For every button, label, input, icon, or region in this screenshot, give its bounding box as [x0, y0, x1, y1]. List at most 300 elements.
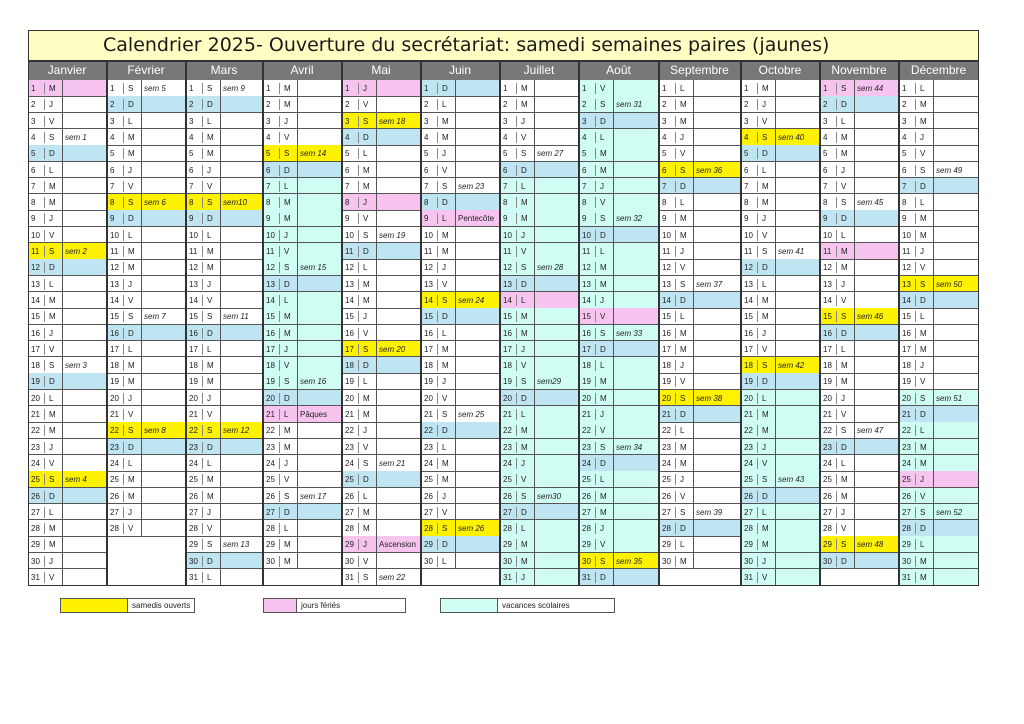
note-cell: [456, 96, 500, 113]
day-cell: [28, 520, 63, 537]
day-cell: [659, 357, 694, 374]
day-number: 23: [582, 442, 591, 452]
cell-divider: [279, 344, 280, 355]
weekday-letter: J: [680, 132, 684, 142]
weekday-letter: L: [284, 181, 289, 191]
weekday-letter: J: [207, 393, 211, 403]
cell-divider: [279, 556, 280, 567]
weekday-letter: V: [49, 344, 55, 354]
day-cell: [579, 488, 614, 505]
note-cell: [63, 406, 107, 423]
weekday-letter: D: [680, 524, 686, 534]
day-number: 26: [345, 491, 354, 501]
day-cell: [342, 569, 377, 586]
day-number: 30: [503, 556, 512, 566]
cell-divider: [915, 491, 916, 502]
cell-divider: [757, 148, 758, 159]
week-label: sem 44: [855, 80, 899, 97]
day-number: 20: [266, 393, 275, 403]
cell-divider: [44, 360, 45, 371]
cell-divider: [915, 507, 916, 518]
day-number: 24: [266, 458, 275, 468]
day-number: 22: [503, 426, 512, 436]
note-cell: [221, 210, 263, 227]
day-number: 26: [902, 491, 911, 501]
cell-divider: [202, 425, 203, 436]
weekday-letter: S: [128, 312, 134, 322]
day-cell: [263, 129, 298, 146]
note-cell: [456, 162, 500, 179]
day-number: 14: [902, 295, 911, 305]
cell-divider: [757, 572, 758, 583]
weekday-letter: J: [920, 475, 924, 485]
cell-divider: [915, 295, 916, 306]
day-number: 5: [424, 149, 429, 159]
legend-label: jours fériés: [297, 598, 406, 613]
weekday-letter: M: [680, 116, 687, 126]
day-number: 16: [902, 328, 911, 338]
weekday-letter: L: [128, 230, 133, 240]
weekday-letter: M: [680, 344, 687, 354]
week-label: sem 13: [221, 536, 263, 553]
note-cell: [614, 292, 659, 309]
weekday-letter: L: [207, 458, 212, 468]
cell-divider: [836, 230, 837, 241]
weekday-letter: S: [363, 458, 369, 468]
weekday-letter: V: [442, 507, 448, 517]
weekday-letter: L: [600, 475, 605, 485]
note-cell: [221, 145, 263, 162]
day-number: 19: [266, 377, 275, 387]
note-cell: [63, 96, 107, 113]
cell-divider: [437, 165, 438, 176]
cell-divider: [915, 328, 916, 339]
note-cell: [298, 227, 342, 244]
note-cell: [63, 520, 107, 537]
cell-divider: [757, 442, 758, 453]
weekday-letter: J: [363, 84, 367, 93]
day-cell: [659, 455, 694, 472]
weekday-letter: D: [680, 181, 686, 191]
cell-divider: [358, 360, 359, 371]
weekday-letter: V: [920, 263, 926, 273]
day-number: 24: [345, 458, 354, 468]
week-label: sem 4: [63, 471, 107, 488]
note-cell: [934, 96, 979, 113]
day-cell: [107, 439, 142, 456]
note-cell: [63, 162, 107, 179]
weekday-letter: D: [128, 214, 134, 224]
note-cell: [221, 373, 263, 390]
note-cell: [142, 178, 186, 195]
weekday-letter: J: [762, 214, 766, 224]
note-cell: [142, 259, 186, 276]
day-number: 24: [424, 458, 433, 468]
note-cell: [535, 504, 579, 521]
note-cell: [934, 439, 979, 456]
day-number: 20: [31, 393, 40, 403]
weekday-letter: D: [600, 344, 606, 354]
weekday-letter: S: [600, 214, 606, 224]
weekday-letter: S: [762, 247, 768, 256]
weekday-letter: J: [207, 507, 211, 517]
weekday-letter: L: [207, 573, 212, 582]
day-cell: [263, 178, 298, 195]
weekday-letter: D: [920, 524, 926, 534]
day-cell: [741, 243, 776, 260]
day-cell: [28, 178, 63, 195]
weekday-letter: M: [762, 426, 769, 436]
weekday-letter: V: [49, 116, 55, 126]
cell-divider: [516, 246, 517, 257]
week-label: sem 27: [535, 145, 579, 162]
note-cell: [377, 162, 421, 179]
weekday-letter: S: [442, 181, 448, 191]
note-cell: [694, 243, 741, 260]
day-number: 11: [503, 247, 512, 256]
weekday-letter: L: [442, 556, 447, 566]
day-number: 15: [503, 312, 512, 322]
day-cell: [186, 243, 221, 260]
cell-divider: [123, 279, 124, 290]
weekday-letter: M: [762, 181, 769, 191]
weekday-letter: D: [841, 100, 847, 110]
note-cell: [298, 536, 342, 553]
week-label: sem 20: [377, 341, 421, 358]
day-cell: [421, 341, 456, 358]
weekday-letter: S: [841, 198, 847, 208]
day-cell: [421, 292, 456, 309]
day-cell: [421, 390, 456, 407]
cell-divider: [202, 360, 203, 371]
weekday-letter: L: [762, 393, 767, 403]
day-cell: [421, 536, 456, 553]
note-cell: [855, 129, 899, 146]
day-number: 13: [823, 279, 832, 289]
cell-divider: [915, 442, 916, 453]
day-cell: [899, 259, 934, 276]
day-cell: [107, 292, 142, 309]
day-number: 13: [744, 279, 753, 289]
note-cell: [298, 96, 342, 113]
day-cell: [107, 259, 142, 276]
note-cell: [377, 210, 421, 227]
day-cell: [579, 406, 614, 423]
day-cell: [342, 227, 377, 244]
week-label: sem 50: [934, 276, 979, 293]
cell-divider: [675, 507, 676, 518]
day-cell: [899, 113, 934, 130]
day-number: 28: [503, 524, 512, 534]
day-number: 27: [424, 507, 433, 517]
day-cell: [263, 80, 298, 97]
day-cell: [899, 439, 934, 456]
cell-divider: [437, 262, 438, 273]
cell-divider: [279, 393, 280, 404]
note-cell: [776, 162, 820, 179]
legend-label: vacances scolaires: [498, 598, 615, 613]
note-cell: [221, 292, 263, 309]
cell-divider: [836, 311, 837, 322]
weekday-letter: V: [284, 475, 290, 485]
week-label: sem 38: [694, 390, 741, 407]
day-number: 16: [31, 328, 40, 338]
day-number: 5: [662, 149, 667, 159]
cell-divider: [757, 116, 758, 127]
week-label: sem30: [535, 488, 579, 505]
day-number: 24: [582, 458, 591, 468]
weekday-letter: M: [521, 442, 528, 452]
day-cell: [263, 227, 298, 244]
day-cell: [186, 80, 221, 97]
day-cell: [263, 553, 298, 570]
day-cell: [263, 536, 298, 553]
cell-divider: [358, 376, 359, 387]
cell-divider: [836, 523, 837, 534]
cell-divider: [757, 474, 758, 485]
weekday-letter: D: [207, 214, 213, 224]
day-cell: [263, 422, 298, 439]
day-cell: [186, 520, 221, 537]
cell-divider: [915, 474, 916, 485]
weekday-letter: V: [600, 426, 606, 436]
day-cell: [820, 406, 855, 423]
weekday-letter: S: [920, 165, 926, 175]
cell-divider: [595, 181, 596, 192]
day-cell: [579, 471, 614, 488]
day-number: 7: [582, 181, 587, 191]
day-number: 21: [823, 410, 832, 419]
day-cell: [899, 488, 934, 505]
note-cell: [63, 308, 107, 325]
day-number: 9: [266, 214, 271, 224]
note-cell: [142, 227, 186, 244]
note-cell: [855, 406, 899, 423]
cell-divider: [595, 230, 596, 241]
day-number: 7: [110, 181, 115, 191]
day-cell: [741, 162, 776, 179]
cell-divider: [675, 99, 676, 110]
day-cell: [107, 129, 142, 146]
cell-divider: [757, 556, 758, 567]
day-number: 11: [902, 247, 911, 256]
note-cell: [614, 520, 659, 537]
day-number: 4: [902, 132, 907, 142]
note-cell: [535, 80, 579, 97]
note-cell: [142, 96, 186, 113]
note-cell: [377, 553, 421, 570]
day-cell: [28, 422, 63, 439]
day-cell: [741, 439, 776, 456]
note-cell: [694, 178, 741, 195]
day-number: 24: [823, 458, 832, 468]
note-cell: [535, 536, 579, 553]
day-cell: [186, 276, 221, 293]
note-cell: [63, 536, 107, 553]
weekday-letter: L: [600, 247, 605, 256]
day-number: 17: [266, 344, 275, 354]
day-cell: [421, 488, 456, 505]
day-number: 24: [110, 458, 119, 468]
note-cell: [221, 504, 263, 521]
note-cell: [456, 455, 500, 472]
day-cell: [263, 276, 298, 293]
cell-divider: [437, 360, 438, 371]
day-number: 2: [582, 100, 587, 110]
weekday-letter: V: [762, 230, 768, 240]
week-label: sem 28: [535, 259, 579, 276]
cell-divider: [123, 132, 124, 143]
day-cell: [263, 308, 298, 325]
note-cell: [63, 276, 107, 293]
note-cell: [614, 194, 659, 211]
day-cell: [28, 276, 63, 293]
day-number: 27: [345, 507, 354, 517]
day-number: 21: [189, 410, 198, 419]
note-cell: [694, 227, 741, 244]
cell-divider: [437, 409, 438, 420]
week-label: sem 2: [63, 243, 107, 260]
day-number: 9: [582, 214, 587, 224]
weekday-letter: J: [128, 393, 132, 403]
week-label: sem 35: [614, 553, 659, 570]
day-number: 4: [744, 132, 749, 142]
cell-divider: [202, 328, 203, 339]
note-cell: [776, 210, 820, 227]
day-number: 9: [424, 214, 429, 224]
note-cell: [934, 471, 979, 488]
day-number: 31: [744, 573, 753, 582]
cell-divider: [595, 507, 596, 518]
note-cell: [855, 113, 899, 130]
day-cell: [820, 178, 855, 195]
day-number: 15: [189, 312, 198, 322]
weekday-letter: D: [207, 328, 213, 338]
weekday-letter: V: [521, 247, 527, 256]
note-cell: [855, 96, 899, 113]
note-cell: [377, 145, 421, 162]
cell-divider: [358, 83, 359, 94]
cell-divider: [675, 213, 676, 224]
weekday-letter: D: [207, 100, 213, 110]
weekday-letter: J: [128, 165, 132, 175]
day-cell: [820, 96, 855, 113]
cell-divider: [595, 328, 596, 339]
weekday-letter: S: [207, 312, 213, 322]
weekday-letter: S: [521, 377, 527, 387]
day-cell: [741, 390, 776, 407]
weekday-letter: L: [207, 344, 212, 354]
note-cell: [298, 357, 342, 374]
day-number: 27: [503, 507, 512, 517]
weekday-letter: V: [600, 198, 606, 208]
note-cell: [456, 194, 500, 211]
day-cell: [28, 406, 63, 423]
day-number: 17: [823, 344, 832, 354]
cell-divider: [836, 507, 837, 518]
day-cell: [263, 325, 298, 342]
day-number: 29: [424, 540, 433, 550]
weekday-letter: M: [521, 328, 528, 338]
weekday-letter: L: [442, 442, 447, 452]
cell-divider: [358, 491, 359, 502]
cell-divider: [516, 491, 517, 502]
day-cell: [741, 259, 776, 276]
day-number: 24: [189, 458, 198, 468]
weekday-letter: D: [442, 312, 448, 322]
note-cell: [63, 504, 107, 521]
cell-divider: [358, 262, 359, 273]
day-number: 22: [266, 426, 275, 436]
cell-divider: [358, 295, 359, 306]
day-number: 14: [424, 295, 433, 305]
cell-divider: [595, 491, 596, 502]
cell-divider: [516, 507, 517, 518]
weekday-letter: M: [363, 165, 370, 175]
day-number: 10: [662, 230, 671, 240]
day-cell: [28, 308, 63, 325]
day-cell: [899, 308, 934, 325]
cell-divider: [202, 230, 203, 241]
note-cell: [298, 308, 342, 325]
weekday-letter: M: [49, 540, 56, 550]
day-cell: [659, 504, 694, 521]
weekday-letter: S: [680, 279, 686, 289]
cell-divider: [675, 491, 676, 502]
day-cell: [342, 357, 377, 374]
day-number: 14: [345, 295, 354, 305]
cell-divider: [279, 181, 280, 192]
note-cell: [221, 96, 263, 113]
week-label: sem 42: [776, 357, 820, 374]
cell-divider: [757, 376, 758, 387]
note-cell: [221, 178, 263, 195]
cell-divider: [915, 376, 916, 387]
weekday-letter: V: [284, 247, 290, 256]
month-header: Mai: [342, 61, 421, 80]
day-cell: [741, 292, 776, 309]
note-cell: [63, 390, 107, 407]
note-cell: [776, 259, 820, 276]
weekday-letter: M: [680, 230, 687, 240]
week-label: sem 40: [776, 129, 820, 146]
note-cell: [776, 178, 820, 195]
cell-divider: [123, 328, 124, 339]
day-cell: [579, 292, 614, 309]
weekday-letter: M: [363, 507, 370, 517]
day-cell: [500, 80, 535, 97]
day-cell: [579, 129, 614, 146]
day-number: 13: [503, 279, 512, 289]
weekday-letter: M: [920, 556, 927, 566]
cell-divider: [675, 197, 676, 208]
weekday-letter: M: [128, 361, 135, 371]
cell-divider: [437, 458, 438, 469]
weekday-letter: D: [920, 181, 926, 191]
day-cell: [500, 520, 535, 537]
cell-divider: [516, 148, 517, 159]
day-number: 6: [110, 165, 115, 175]
day-cell: [500, 145, 535, 162]
weekday-letter: M: [920, 344, 927, 354]
day-number: 2: [110, 100, 115, 110]
note-cell: [142, 243, 186, 260]
day-number: 14: [31, 295, 40, 305]
weekday-letter: J: [442, 263, 446, 273]
note-cell: [142, 520, 186, 537]
cell-divider: [202, 376, 203, 387]
cell-divider: [516, 311, 517, 322]
